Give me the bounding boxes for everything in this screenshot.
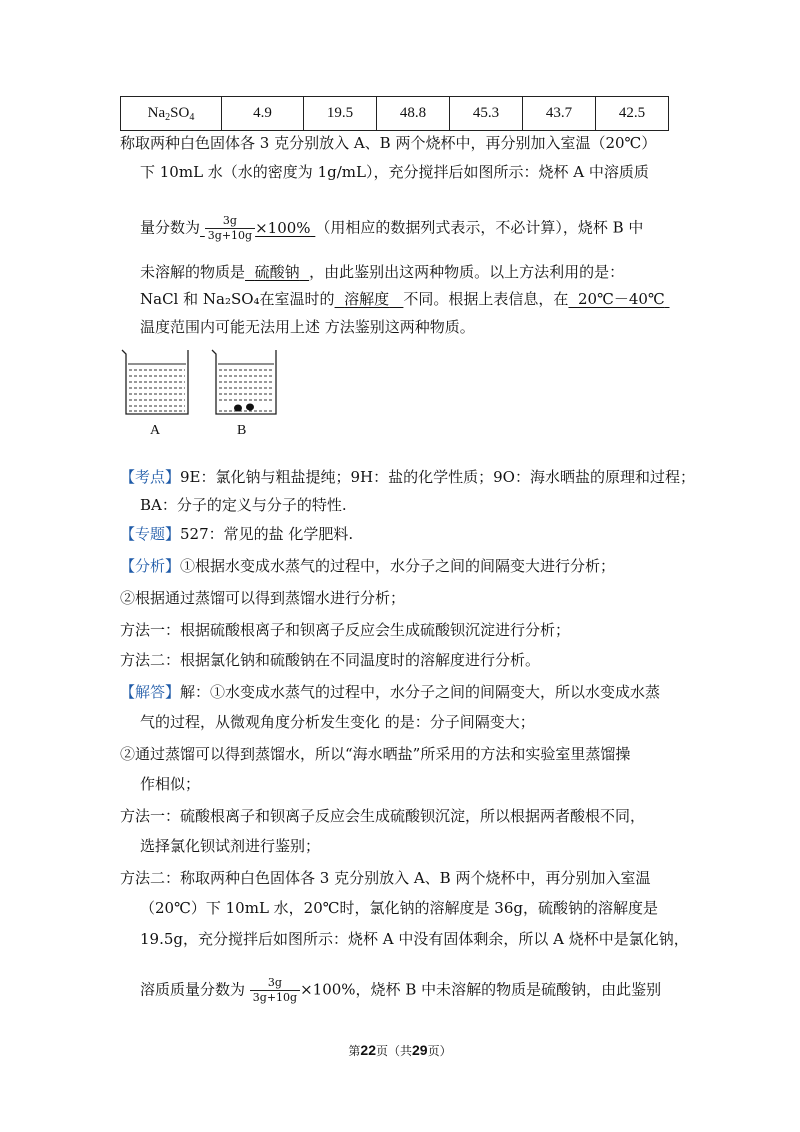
section-tag-fenxi: 【分析】 [120, 557, 181, 575]
text-line: 方法二：称取两种白色固体各 3 克分别放入 A、B 两个烧杯中，再分别加入室温 [120, 869, 651, 887]
text-line: 下 10mL 水（水的密度为 1g/mL），充分搅拌后如图所示：烧杯 A 中溶质质 [140, 163, 649, 181]
footer-mid: 页（共 [375, 1044, 412, 1058]
fraction-numerator: 3g [222, 214, 237, 227]
answer-text: 溶解度 [344, 290, 390, 308]
answer-blank-fraction [200, 214, 315, 242]
text-span: 溶质质量分数为 [140, 980, 246, 999]
text-line: ②根据通过蒸馏可以得到蒸馏水进行分析； [120, 589, 406, 607]
text-span: 未溶解的物质是 [140, 263, 246, 281]
fraction [250, 976, 300, 1005]
text-span: （用相应的数据列式表示，不必计算），烧杯 B 中 [315, 218, 644, 237]
fraction-denominator: 3g+10g [250, 990, 300, 1005]
fraction-denominator: 3g+10g [205, 228, 255, 243]
text-line: ②通过蒸馏可以得到蒸馏水，所以“海水晒盐”所采用的方法和实验室里蒸馏操 [120, 745, 631, 763]
answer-blank [568, 290, 669, 308]
table-cell-substance: $Na_2SO_4$ [121, 97, 222, 131]
text-line: 方法二：根据氯化钠和硫酸钠在不同温度时的溶解度进行分析。 [120, 651, 541, 669]
table-cell: 45.3 [450, 97, 523, 131]
undissolved-solid [234, 405, 242, 412]
section-tag-zhuanti: 【专题】 [120, 525, 181, 543]
answer-text: 20℃－40℃ [577, 290, 665, 308]
text-line [140, 976, 661, 1005]
text-line: 方法一：根据硫酸根离子和钡离子反应会生成硫酸钡沉淀进行分析； [120, 621, 571, 639]
page-footer [0, 1042, 800, 1059]
text-line [140, 288, 670, 310]
text-span: 不同。根据上表信息，在 [403, 290, 569, 308]
text-span: ×100% [255, 218, 311, 237]
text-line [140, 261, 624, 283]
text-line: 温度范围内可能无法用上述 方法鉴别这两种物质。 [140, 318, 475, 336]
page-total: 29 [412, 1042, 428, 1058]
answer-blank [245, 263, 309, 281]
fraction [205, 214, 255, 243]
footer-prefix: 第 [348, 1044, 361, 1058]
text-line: （20℃）下 10mL 水，20℃时，氯化钠的溶解度是 36g，硫酸钠的溶解度是 [140, 899, 659, 917]
solubility-table [120, 96, 669, 131]
beaker-label-a: A [150, 423, 161, 438]
text-line [120, 681, 660, 703]
footer-suffix: 页） [427, 1044, 452, 1058]
answer-blank [335, 290, 404, 308]
text-span: 527：常见的盐 化学肥料. [180, 525, 354, 543]
table-cell: 42.5 [596, 97, 669, 131]
table-cell: 48.8 [377, 97, 450, 131]
beaker-b [212, 350, 276, 414]
text-line [120, 555, 615, 577]
text-line [120, 466, 695, 488]
text-line: BA：分子的定义与分子的特性. [140, 496, 347, 514]
table-row [121, 97, 669, 131]
text-span: 解：①水变成水蒸气的过程中，水分子之间的间隔变大，所以水变成水蒸 [180, 683, 661, 701]
text-line: 选择氯化钡试剂进行鉴别； [140, 837, 321, 855]
page-number: 22 [360, 1042, 376, 1058]
text-line: 称取两种白色固体各 3 克分别放入 A、B 两个烧杯中，再分别加入室温（20℃） [120, 134, 657, 152]
section-tag-kaodian: 【考点】 [120, 468, 181, 486]
text-line: 19.5g，充分搅拌后如图所示：烧杯 A 中没有固体剩余，所以 A 烧杯中是氯化钠， [140, 930, 689, 948]
table-cell: 19.5 [304, 97, 377, 131]
text-line: 方法一：硫酸根离子和钡离子反应会生成硫酸钡沉淀，所以根据两者酸根不同， [120, 807, 646, 825]
text-span: 量分数为 [140, 218, 201, 237]
text-span: NaCl 和 Na₂SO₄在室温时的 [140, 290, 335, 308]
text-span: ①根据水变成水蒸气的过程中，水分子之间的间隔变大进行分析； [180, 557, 616, 575]
text-span: ×100%，烧杯 B 中未溶解的物质是硫酸钠，由此鉴别 [300, 980, 662, 999]
text-span: ，由此鉴别出这两种物质。以上方法利用的是： [309, 263, 625, 281]
undissolved-solid [246, 404, 254, 411]
table-cell: 4.9 [222, 97, 304, 131]
beaker-a [122, 350, 188, 414]
beaker-label-b: B [237, 423, 247, 438]
text-line [120, 523, 353, 545]
beakers-figure [118, 348, 278, 418]
section-tag-jieda: 【解答】 [120, 683, 181, 701]
fraction-numerator: 3g [267, 976, 282, 989]
answer-text: 硫酸钠 [254, 263, 300, 281]
text-line: 作相似； [140, 775, 201, 793]
text-line: 气的过程，从微观角度分析发生变化 的是：分子间隔变大； [140, 713, 535, 731]
table-cell: 43.7 [523, 97, 596, 131]
text-line [140, 214, 643, 243]
text-span: 9E：氯化钠与粗盐提纯；9H：盐的化学性质；9O：海水晒盐的原理和过程； [180, 468, 695, 486]
